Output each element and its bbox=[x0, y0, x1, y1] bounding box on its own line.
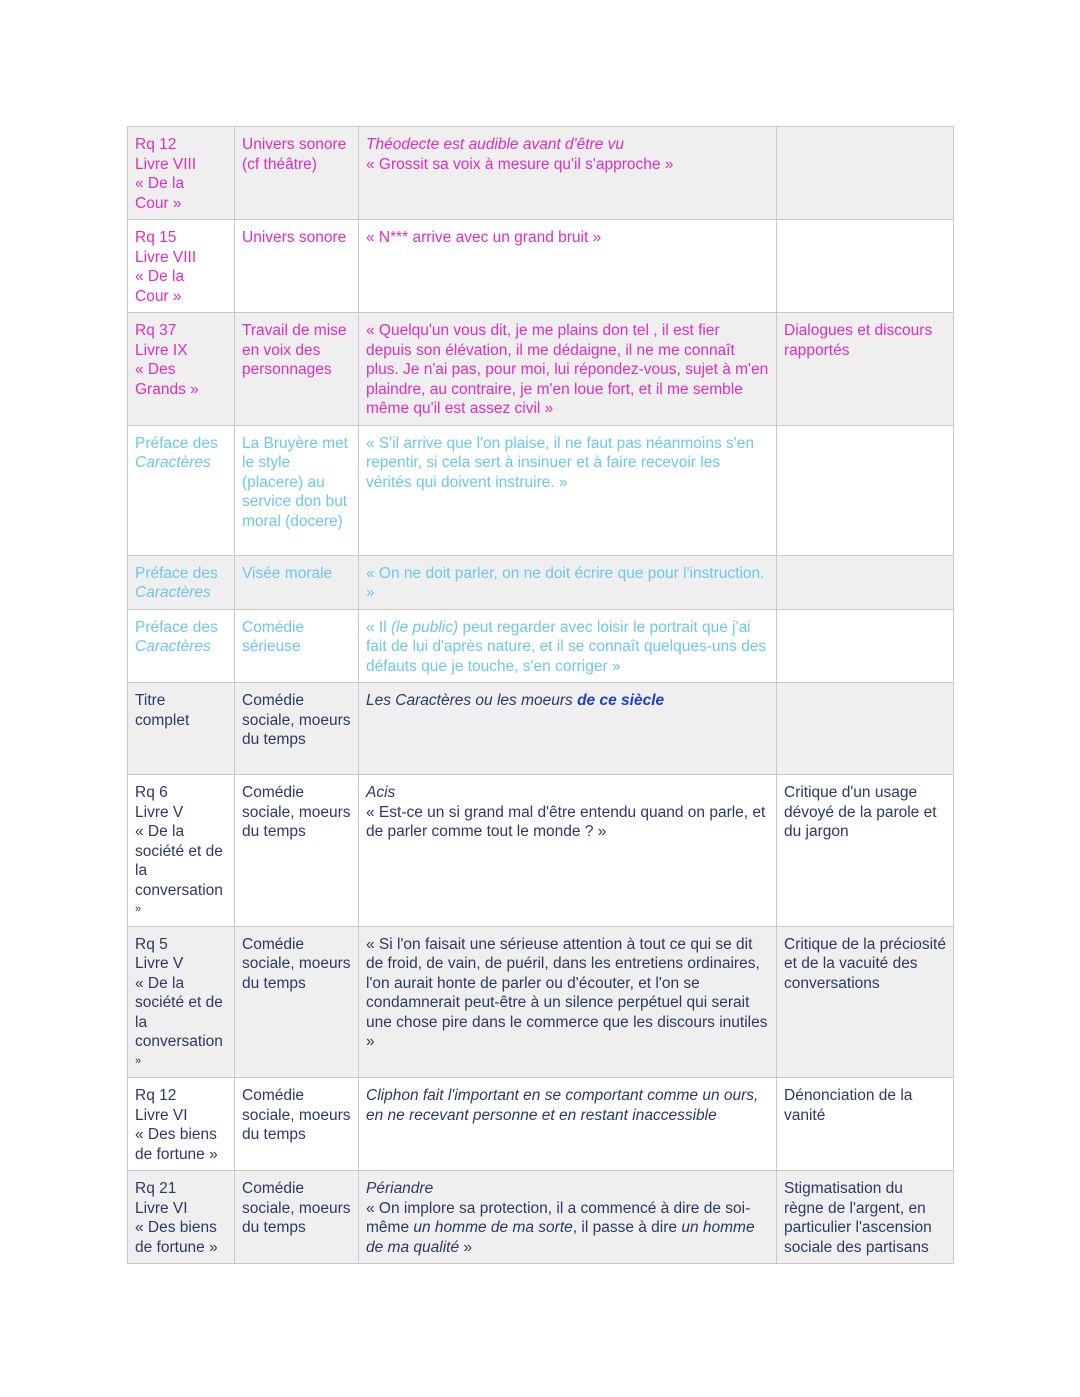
reference-cell bbox=[128, 775, 235, 927]
ref-line: Cour » bbox=[135, 287, 182, 305]
ref-line: Cour » bbox=[135, 194, 182, 212]
quote-cell bbox=[359, 425, 777, 555]
ref-line: Rq 12 bbox=[135, 1087, 177, 1104]
ref-line: Grands » bbox=[135, 380, 199, 398]
ref-line: » bbox=[135, 903, 142, 915]
comment-cell: Stigmatisation du règne de l'argent, en particulier l'ascension sociale des partisans bbox=[777, 1171, 954, 1264]
quote-cell bbox=[359, 1078, 777, 1171]
quote-text: , il passe à dire bbox=[572, 1219, 682, 1236]
reference-cell bbox=[128, 609, 235, 683]
table-row bbox=[128, 775, 954, 927]
quote-text: « On ne doit parler, on ne doit écrire que pour l'instruction. » bbox=[366, 564, 765, 601]
ref-work-title: Caractères bbox=[135, 584, 211, 601]
table-row bbox=[128, 1078, 954, 1171]
reference-cell bbox=[128, 1078, 235, 1171]
comment-cell bbox=[777, 555, 954, 609]
table-row bbox=[128, 313, 954, 426]
quote-text: « On implore sa protection, il a commencé à dire de soi-même bbox=[366, 1199, 751, 1236]
ref-line: Préface des bbox=[135, 618, 218, 636]
reference-cell bbox=[128, 555, 235, 609]
quote-text: « Quelqu'un vous dit, je me plains don tel , il est fier depuis son élévation, il me dédaigne, il ne me connaît plus. Je n'ai pas, pour moi, lui répondez-vous, sujet à m'en plaindre, au contraire, je m'en loue fort, et il me semble même qu'il est assez civil » bbox=[366, 322, 769, 417]
table-row bbox=[128, 555, 954, 609]
quote-text: « S'il arrive que l'on plaise, il ne faut pas néanmoins s'en repentir, si cela sert à insinuer et à faire recevoir les vérités qui doivent instruire. » bbox=[366, 434, 754, 491]
ref-line: Livre VI bbox=[135, 1199, 188, 1217]
work-title-emphasis: de ce siècle bbox=[577, 692, 665, 709]
ref-line: conversation bbox=[135, 1033, 223, 1050]
quote-emphasis: un homme de ma qualité bbox=[366, 1219, 755, 1256]
ref-line: Livre IX bbox=[135, 341, 188, 359]
ref-line: Titre bbox=[135, 692, 166, 709]
quote-cell bbox=[359, 683, 777, 775]
theme-cell: Visée morale bbox=[235, 555, 359, 609]
table-row bbox=[128, 127, 954, 220]
theme-cell: Univers sonore bbox=[235, 220, 359, 313]
quote-heading: Théodecte est audible avant d'être vu bbox=[366, 136, 625, 153]
ref-work-title: Caractères bbox=[135, 454, 211, 471]
quote-text: « N*** arrive avec un grand bruit » bbox=[366, 229, 602, 246]
ref-line: de fortune » bbox=[135, 1238, 218, 1256]
comment-cell: Dialogues et discours rapportés bbox=[777, 313, 954, 426]
comment-cell bbox=[777, 127, 954, 220]
ref-line: « De la bbox=[135, 974, 185, 992]
ref-line: « Des bbox=[135, 361, 176, 378]
reference-cell bbox=[128, 926, 235, 1078]
ref-line: « Des biens bbox=[135, 1219, 217, 1236]
quote-cell bbox=[359, 127, 777, 220]
comment-cell: Dénonciation de la vanité bbox=[777, 1078, 954, 1171]
quote-text: peut regarder avec loisir le portrait que j'ai fait de lui d'après nature, et il se connaît quelques-uns des défauts que je touche, s'en corriger » bbox=[366, 618, 767, 675]
quote-text: » bbox=[459, 1238, 472, 1256]
theme-cell: Comédie sociale, moeurs du temps bbox=[235, 683, 359, 775]
ref-line: Rq 12 bbox=[135, 136, 177, 153]
quote-aside: (le public) bbox=[390, 618, 459, 636]
reference-cell bbox=[128, 425, 235, 555]
ref-line: « De la bbox=[135, 175, 185, 192]
quote-heading: Périandre bbox=[366, 1180, 434, 1197]
ref-line: Livre V bbox=[135, 955, 184, 972]
quote-emphasis: un homme de ma sorte bbox=[413, 1219, 573, 1236]
comment-cell: Critique d'un usage dévoyé de la parole et du jargon bbox=[777, 775, 954, 927]
theme-cell: Comédie sérieuse bbox=[235, 609, 359, 683]
comment-cell bbox=[777, 609, 954, 683]
ref-line: complet bbox=[135, 711, 190, 729]
reference-cell bbox=[128, 313, 235, 426]
table-row bbox=[128, 926, 954, 1078]
table-row bbox=[128, 683, 954, 775]
ref-line: société et de bbox=[135, 994, 223, 1011]
quote-text: « Il bbox=[366, 618, 391, 636]
ref-line: « De la bbox=[135, 268, 185, 285]
comment-cell bbox=[777, 220, 954, 313]
reference-cell bbox=[128, 1171, 235, 1264]
theme-cell: Comédie sociale, moeurs du temps bbox=[235, 926, 359, 1078]
ref-line: Rq 6 bbox=[135, 784, 168, 801]
ref-work-title: Caractères bbox=[135, 638, 211, 655]
reference-cell bbox=[128, 127, 235, 220]
comment-cell bbox=[777, 683, 954, 775]
comment-cell: Critique de la préciosité et de la vacuité des conversations bbox=[777, 926, 954, 1078]
ref-line: Rq 21 bbox=[135, 1180, 177, 1197]
ref-line: Préface des bbox=[135, 434, 218, 452]
ref-line: Livre V bbox=[135, 803, 184, 821]
reference-cell bbox=[128, 220, 235, 313]
reference-cell bbox=[128, 683, 235, 775]
theme-cell: Comédie sociale, moeurs du temps bbox=[235, 1078, 359, 1171]
ref-line: Rq 15 bbox=[135, 229, 177, 246]
quote-cell bbox=[359, 926, 777, 1078]
theme-cell: La Bruyère met le style (placere) au service don but moral (docere) bbox=[235, 425, 359, 555]
table-row bbox=[128, 425, 954, 555]
ref-line: la bbox=[135, 1013, 148, 1031]
quote-text: « Grossit sa voix à mesure qu'il s'approche » bbox=[366, 155, 674, 173]
notes-table bbox=[127, 126, 954, 1264]
table-row bbox=[128, 220, 954, 313]
theme-cell: Comédie sociale, moeurs du temps bbox=[235, 1171, 359, 1264]
quote-cell bbox=[359, 609, 777, 683]
ref-line: Rq 5 bbox=[135, 935, 168, 953]
quote-cell bbox=[359, 555, 777, 609]
quote-heading: Acis bbox=[366, 784, 396, 801]
ref-line: « Des biens bbox=[135, 1126, 217, 1143]
ref-line: Préface des bbox=[135, 564, 218, 582]
quote-cell bbox=[359, 220, 777, 313]
ref-line: » bbox=[135, 1054, 142, 1067]
theme-cell: Comédie sociale, moeurs du temps bbox=[235, 775, 359, 927]
ref-line: Livre VIII bbox=[135, 155, 197, 173]
quote-cell bbox=[359, 313, 777, 426]
ref-line: Livre VIII bbox=[135, 248, 197, 266]
ref-line: Rq 37 bbox=[135, 322, 177, 339]
ref-line: société et de bbox=[135, 842, 223, 860]
theme-cell: Univers sonore (cf théâtre) bbox=[235, 127, 359, 220]
ref-line: de fortune » bbox=[135, 1145, 218, 1163]
theme-cell: Travail de mise en voix des personnages bbox=[235, 313, 359, 426]
quote-text: « Si l'on faisait une sérieuse attention à tout ce qui se dit de froid, de vain, de puéril, dans les entretiens ordinaires, l'on aurait honte de parler ou d'écouter, et l'on se condamnerait peut-être à un silence perpétuel qui serait une chose pire dans le commerce que les discours inutiles » bbox=[366, 935, 768, 1050]
quote-text: « Est-ce un si grand mal d'être entendu quand on parle, et de parler comme tout le monde ? » bbox=[366, 803, 766, 840]
table-row bbox=[128, 609, 954, 683]
ref-line: Livre VI bbox=[135, 1106, 188, 1124]
table-row bbox=[128, 1171, 954, 1264]
quote-text: Cliphon fait l'important en se comportant comme un ours, en ne recevant personne et en restant inaccessible bbox=[366, 1087, 759, 1124]
ref-line: « De la bbox=[135, 823, 185, 840]
comment-cell bbox=[777, 425, 954, 555]
quote-cell bbox=[359, 1171, 777, 1264]
ref-line: la bbox=[135, 862, 148, 879]
ref-line: conversation bbox=[135, 881, 223, 899]
work-title: Les Caractères ou les moeurs bbox=[366, 692, 578, 709]
quote-cell bbox=[359, 775, 777, 927]
